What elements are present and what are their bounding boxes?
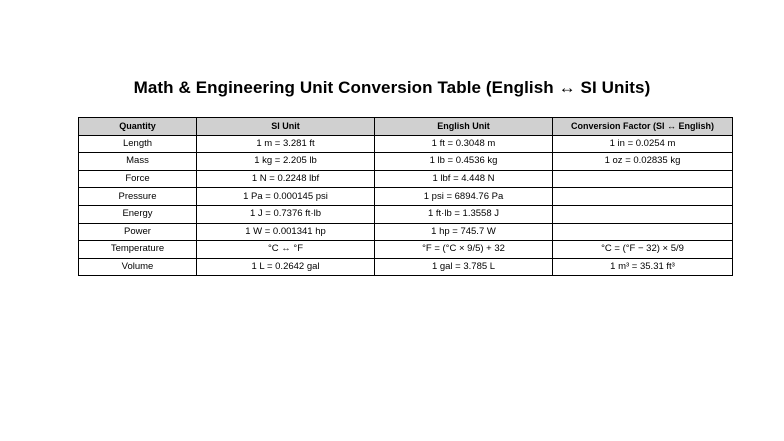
header-english-unit: English Unit xyxy=(375,118,553,136)
table-row xyxy=(79,153,733,171)
cell-si-unit: 1 L = 0.2642 gal xyxy=(197,258,375,276)
page-title: Math & Engineering Unit Conversion Table (English ↔ SI Units) xyxy=(133,78,651,97)
cell-quantity: Length xyxy=(79,135,197,153)
cell-conversion-factor: °C = (°F − 32) × 5/9 xyxy=(553,241,733,259)
cell-si-unit: 1 J = 0.7376 ft·lb xyxy=(197,205,375,223)
cell-quantity: Power xyxy=(79,223,197,241)
table-row xyxy=(79,135,733,153)
cell-conversion-factor xyxy=(553,188,733,206)
table-row xyxy=(79,223,733,241)
header-conversion-factor: Conversion Factor (SI ↔ English) xyxy=(553,118,733,136)
cell-si-unit: °C ↔ °F xyxy=(197,241,375,259)
table-row xyxy=(79,205,733,223)
cell-si-unit: 1 m = 3.281 ft xyxy=(197,135,375,153)
cell-english-unit: 1 gal = 3.785 L xyxy=(375,258,553,276)
table-row xyxy=(79,241,733,259)
cell-si-unit: 1 W = 0.001341 hp xyxy=(197,223,375,241)
header-quantity: Quantity xyxy=(79,118,197,136)
cell-quantity: Temperature xyxy=(79,241,197,259)
cell-conversion-factor: 1 m³ = 35.31 ft³ xyxy=(553,258,733,276)
table-row xyxy=(79,188,733,206)
cell-conversion-factor: 1 in = 0.0254 m xyxy=(553,135,733,153)
cell-english-unit: 1 ft·lb = 1.3558 J xyxy=(375,205,553,223)
cell-english-unit: °F = (°C × 9/5) + 32 xyxy=(375,241,553,259)
cell-english-unit: 1 hp = 745.7 W xyxy=(375,223,553,241)
cell-english-unit: 1 lb = 0.4536 kg xyxy=(375,153,553,171)
header-si-unit: SI Unit xyxy=(197,118,375,136)
cell-conversion-factor xyxy=(553,223,733,241)
cell-si-unit: 1 N = 0.2248 lbf xyxy=(197,170,375,188)
table-header-row xyxy=(79,118,733,136)
cell-quantity: Volume xyxy=(79,258,197,276)
table-row xyxy=(79,258,733,276)
cell-quantity: Mass xyxy=(79,153,197,171)
cell-quantity: Pressure xyxy=(79,188,197,206)
table-row xyxy=(79,170,733,188)
cell-quantity: Force xyxy=(79,170,197,188)
cell-conversion-factor xyxy=(553,205,733,223)
cell-quantity: Energy xyxy=(79,205,197,223)
conversion-table xyxy=(78,117,733,276)
cell-english-unit: 1 lbf = 4.448 N xyxy=(375,170,553,188)
cell-conversion-factor: 1 oz = 0.02835 kg xyxy=(553,153,733,171)
cell-english-unit: 1 psi = 6894.76 Pa xyxy=(375,188,553,206)
cell-conversion-factor xyxy=(553,170,733,188)
cell-si-unit: 1 kg = 2.205 lb xyxy=(197,153,375,171)
cell-english-unit: 1 ft = 0.3048 m xyxy=(375,135,553,153)
cell-si-unit: 1 Pa = 0.000145 psi xyxy=(197,188,375,206)
